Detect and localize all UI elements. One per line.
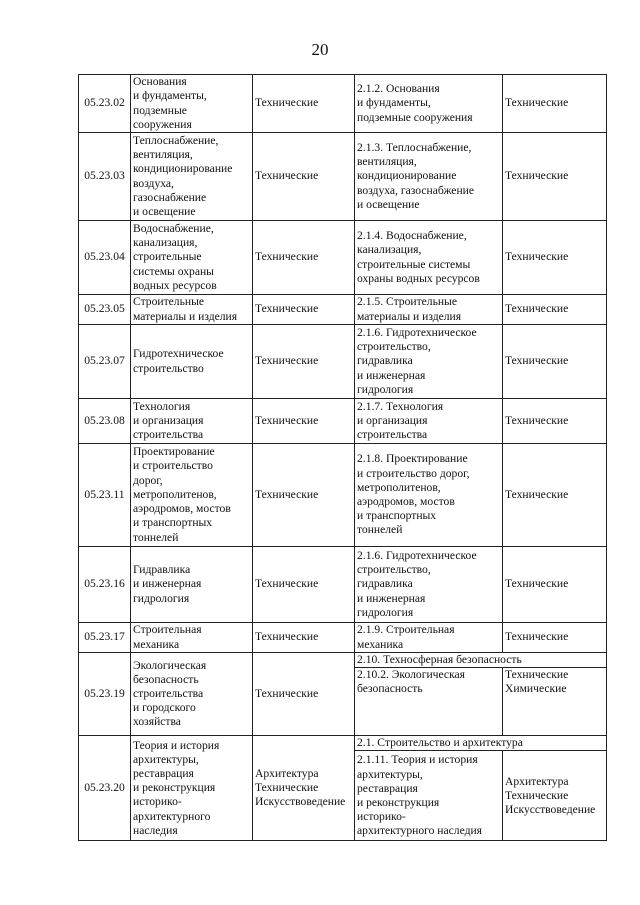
old-specialty-name: Технология и организация строительства (131, 399, 253, 444)
new-specialty-name: 2.1.11. Теория и история архитектуры, реставрация и реконструкция историко- архитектурного наследия (355, 751, 503, 841)
table-row (79, 444, 607, 547)
old-specialty-code: 05.23.16 (79, 547, 131, 623)
old-specialty-name: Основания и фундаменты, подземные сооружения (131, 75, 253, 133)
new-specialty-name: 2.1.6. Гидротехническое строительство, гидравлика и инженерная гидрология (355, 325, 503, 399)
page-number: 20 (311, 40, 329, 59)
new-sciences: Технические (503, 221, 607, 295)
old-specialty-code: 05.23.03 (79, 133, 131, 221)
old-specialty-code: 05.23.20 (79, 736, 131, 841)
new-sciences: Технические (503, 75, 607, 133)
old-specialty-code: 05.23.08 (79, 399, 131, 444)
new-specialty-name: 2.1.5. Строительные материалы и изделия (355, 295, 503, 325)
new-sciences: Технические (503, 623, 607, 653)
table-row (79, 295, 607, 325)
old-specialty-name: Теория и история архитектуры, реставрация и реконструкция историко- архитектурного наследия (131, 736, 253, 841)
group-heading: 2.10. Техносферная безопасность (355, 653, 607, 668)
new-specialty-name: 2.1.8. Проектирование и строительство дорог, метрополитенов, аэродромов, мостов и транспортных тоннелей (355, 444, 503, 547)
new-sciences: Технические (503, 399, 607, 444)
old-specialty-name: Строительная механика (131, 623, 253, 653)
new-specialty-name: 2.1.3. Теплоснабжение, вентиляция, кондиционирование воздуха, газоснабжение и освещение (355, 133, 503, 221)
new-specialty-name: 2.1.9. Строительная механика (355, 623, 503, 653)
table-row (79, 653, 607, 668)
old-specialty-code: 05.23.17 (79, 623, 131, 653)
table-row (79, 547, 607, 623)
new-sciences: Технические (503, 133, 607, 221)
old-sciences: Технические (253, 547, 355, 623)
old-sciences: Технические (253, 399, 355, 444)
table-row (79, 133, 607, 221)
new-specialty-name: 2.1.6. Гидротехническое строительство, гидравлика и инженерная гидрология (355, 547, 503, 623)
table-row (79, 221, 607, 295)
old-sciences: Технические (253, 221, 355, 295)
old-specialty-name: Теплоснабжение, вентиляция, кондиционирование воздуха, газоснабжение и освещение (131, 133, 253, 221)
old-specialty-code: 05.23.04 (79, 221, 131, 295)
old-sciences: Технические (253, 75, 355, 133)
new-sciences: Технические Химические (503, 668, 607, 736)
new-specialty-name: 2.1.4. Водоснабжение, канализация, строительные системы охраны водных ресурсов (355, 221, 503, 295)
specialty-mapping-table (78, 74, 607, 841)
new-specialty-name: 2.10.2. Экологическая безопасность (355, 668, 503, 736)
old-specialty-name: Проектирование и строительство дорог, метрополитенов, аэродромов, мостов и транспортных тоннелей (131, 444, 253, 547)
new-specialty-name: 2.1.7. Технология и организация строительства (355, 399, 503, 444)
table-row (79, 399, 607, 444)
new-sciences: Технические (503, 295, 607, 325)
old-sciences: Технические (253, 133, 355, 221)
new-sciences: Технические (503, 547, 607, 623)
group-heading: 2.1. Строительство и архитектура (355, 736, 607, 751)
table-row (79, 75, 607, 133)
new-specialty-name: 2.1.2. Основания и фундаменты, подземные сооружения (355, 75, 503, 133)
old-sciences: Технические (253, 444, 355, 547)
old-specialty-name: Водоснабжение, канализация, строительные системы охраны водных ресурсов (131, 221, 253, 295)
old-specialty-name: Строительные материалы и изделия (131, 295, 253, 325)
old-specialty-name: Экологическая безопасность строительства и городского хозяйства (131, 653, 253, 736)
old-specialty-code: 05.23.05 (79, 295, 131, 325)
old-sciences: Технические (253, 623, 355, 653)
old-specialty-code: 05.23.02 (79, 75, 131, 133)
old-specialty-code: 05.23.19 (79, 653, 131, 736)
old-sciences: Технические (253, 653, 355, 736)
new-sciences: Архитектура Технические Искусствоведение (503, 751, 607, 841)
new-sciences: Технические (503, 325, 607, 399)
table-row (79, 736, 607, 751)
new-sciences: Технические (503, 444, 607, 547)
old-sciences: Технические (253, 295, 355, 325)
old-specialty-name: Гидротехническое строительство (131, 325, 253, 399)
old-sciences: Технические (253, 325, 355, 399)
old-sciences: Архитектура Технические Искусствоведение (253, 736, 355, 841)
table-row (79, 325, 607, 399)
old-specialty-name: Гидравлика и инженерная гидрология (131, 547, 253, 623)
old-specialty-code: 05.23.07 (79, 325, 131, 399)
old-specialty-code: 05.23.11 (79, 444, 131, 547)
table-row (79, 623, 607, 653)
